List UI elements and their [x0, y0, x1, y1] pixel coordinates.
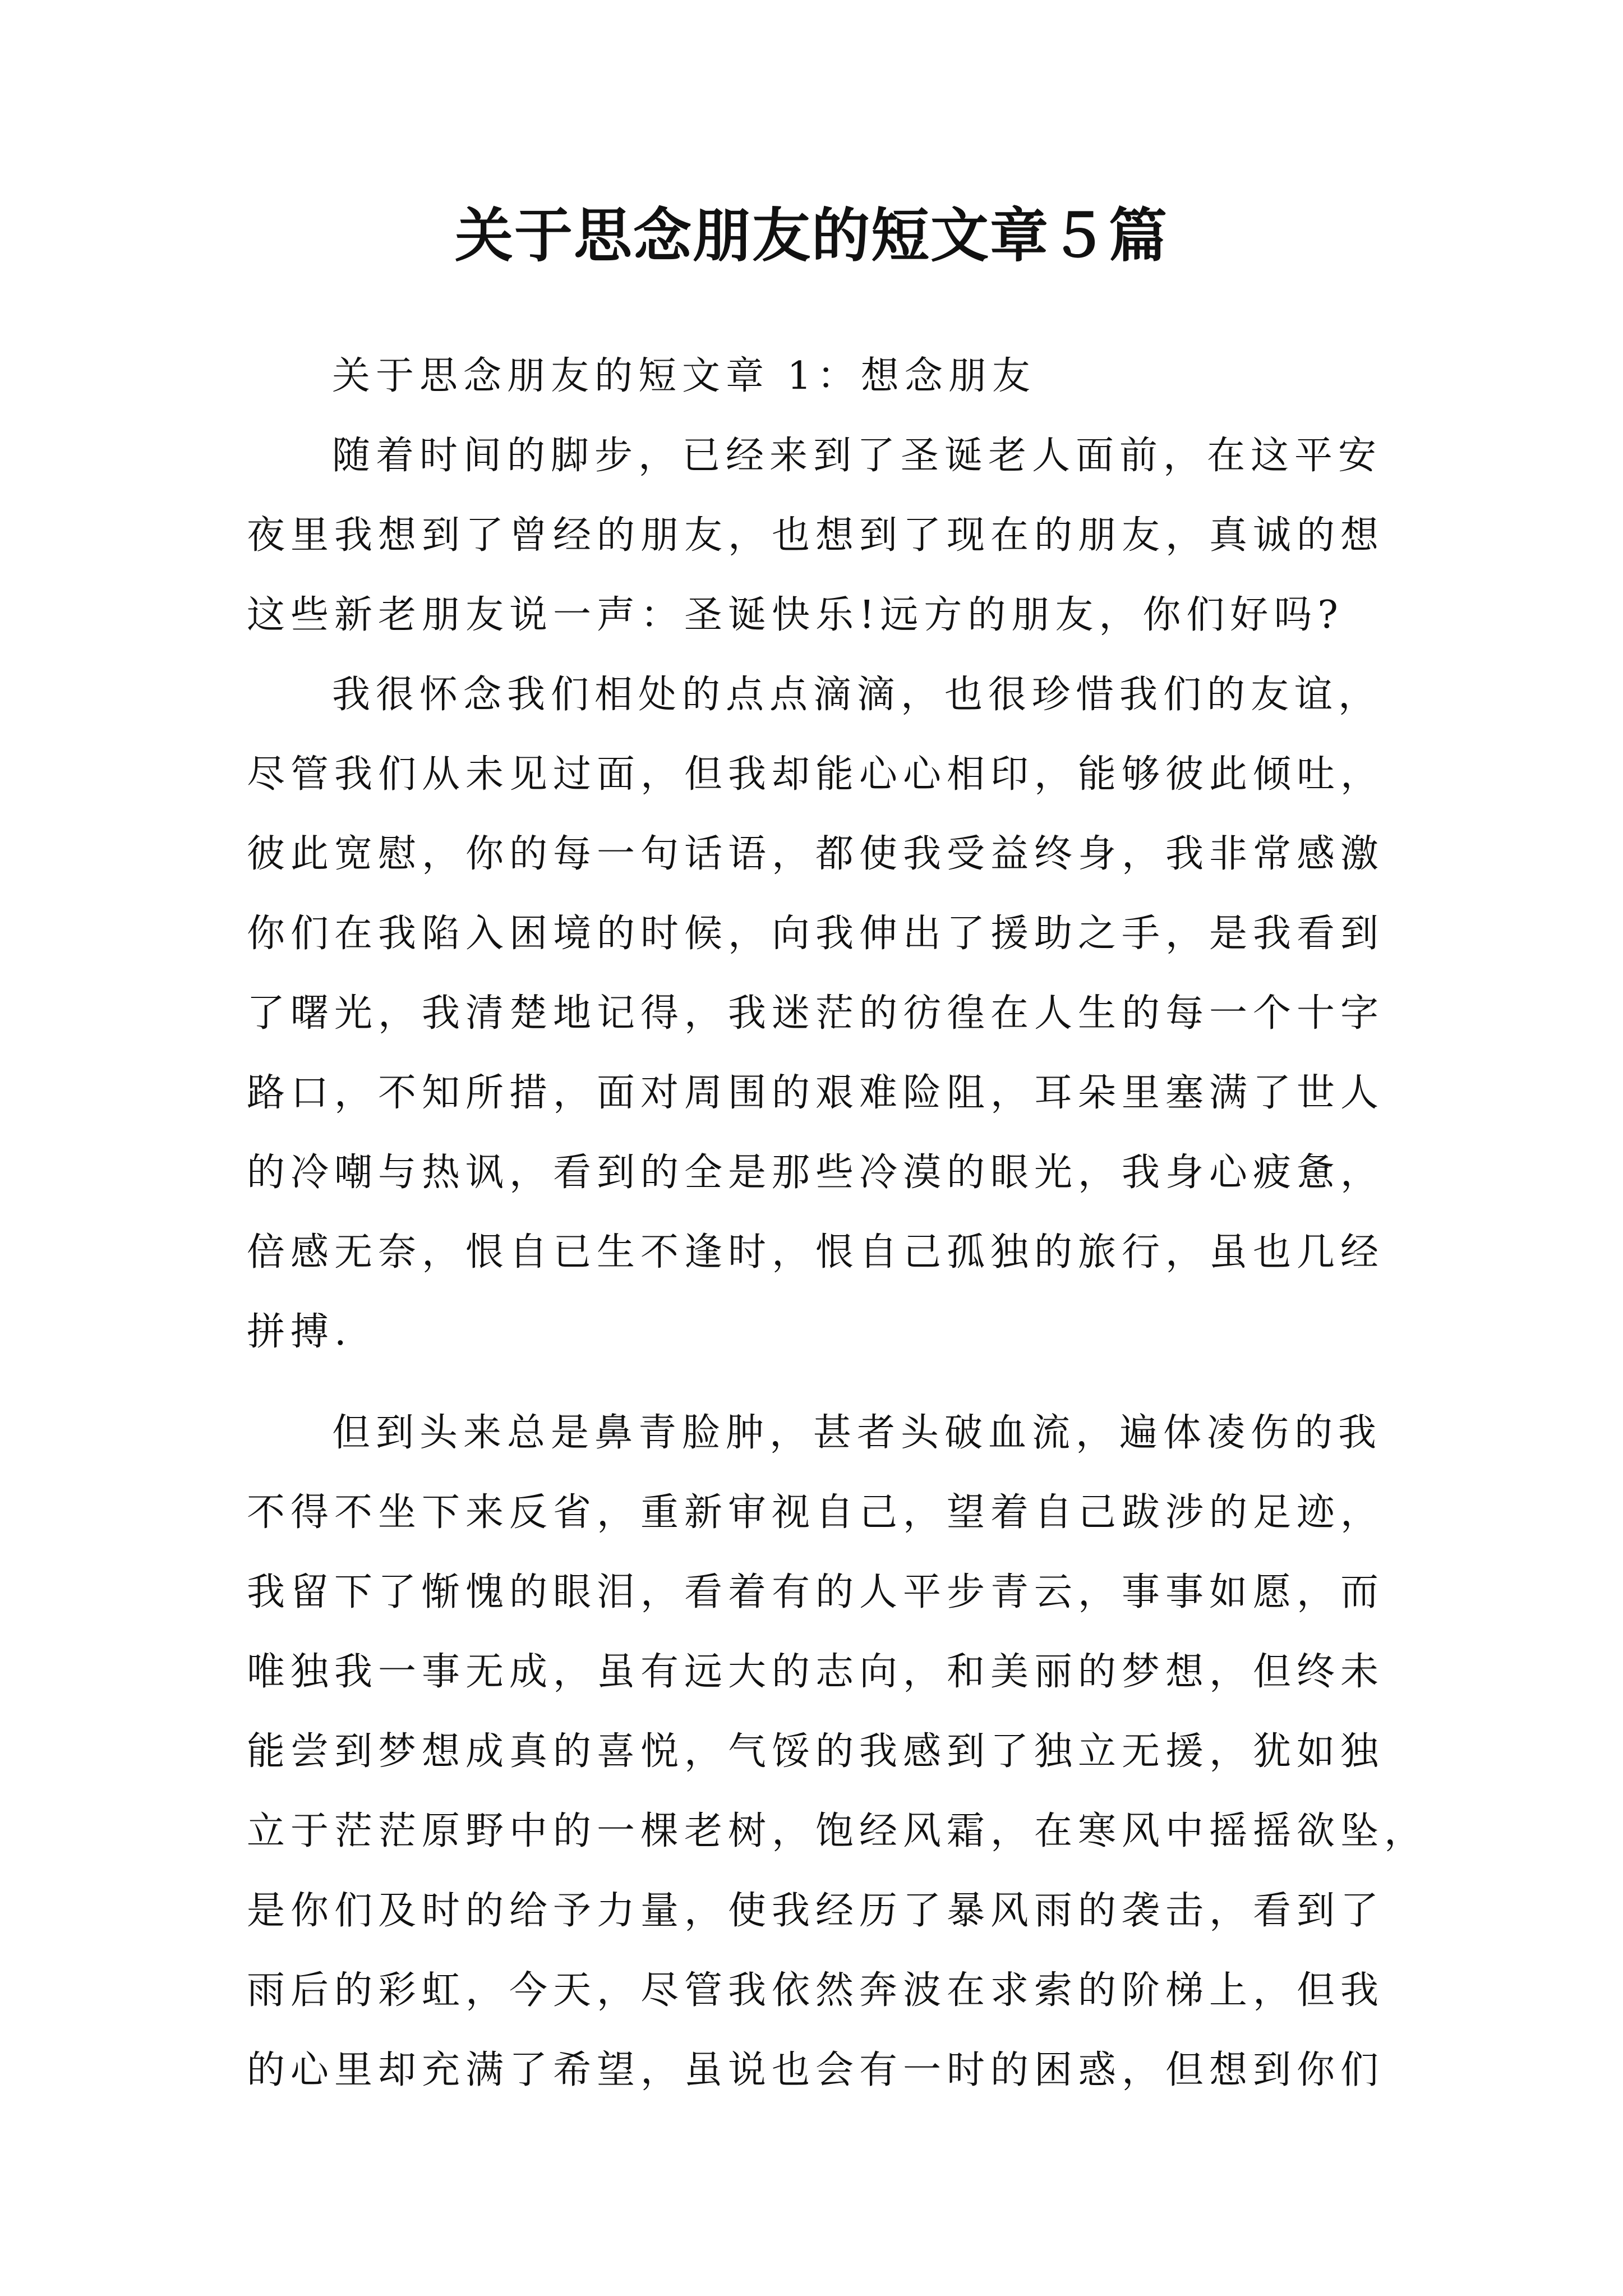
paragraph-2-line: 尽管我们从未见过面，但我却能心心相印，能够彼此倾吐， [247, 752, 1385, 797]
paragraph-3-line: 的心里却充满了希望，虽说也会有一时的困惑，但想到你们 [247, 2048, 1385, 2092]
paragraph-3-line: 能尝到梦想成真的喜悦，气馁的我感到了独立无援，犹如独 [247, 1729, 1385, 1774]
paragraph-3-line: 雨后的彩虹，今天，尽管我依然奔波在求索的阶梯上，但我 [247, 1968, 1385, 2013]
paragraph-3-line: 我留下了惭愧的眼泪，看着有的人平步青云，事事如愿，而 [247, 1570, 1385, 1614]
document-body [247, 337, 1428, 2110]
paragraph-3-line: 唯独我一事无成，虽有远大的志向，和美丽的梦想，但终未 [247, 1650, 1385, 1694]
paragraph-2-line: 路口，不知所措，面对周围的艰难险阻，耳朵里塞满了世人 [247, 1071, 1385, 1115]
paragraph-1-line: 夜里我想到了曾经的朋友，也想到了现在的朋友，真诚的想 [247, 513, 1385, 558]
paragraph-2-line: 彼此宽慰，你的每一句话语，都使我受益终身，我非常感激 [247, 832, 1385, 876]
paragraph-3-line: 不得不坐下来反省，重新审视自己，望着自己跋涉的足迹， [247, 1490, 1385, 1535]
paragraph-2-line: 我很怀念我们相处的点点滴滴，也很珍惜我们的友谊， [332, 673, 1382, 717]
paragraph-3-line: 立于茫茫原野中的一棵老树，饱经风霜，在寒风中摇摇欲坠， [247, 1809, 1428, 1853]
document-title: 关于思念朋友的短文章５篇 [454, 201, 1168, 270]
paragraph-1-line: 这些新老朋友说一声：圣诞快乐!远方的朋友，你们好吗? [247, 593, 1344, 637]
paragraph-2-line: 拼搏. [247, 1310, 352, 1354]
paragraph-2-line: 倍感无奈，恨自已生不逢时，恨自己孤独的旅行，虽也几经 [247, 1230, 1385, 1274]
paragraph-2-line: 的冷嘲与热讽，看到的全是那些冷漠的眼光，我身心疲惫， [247, 1151, 1385, 1195]
paragraph-1-line: 随着时间的脚步，已经来到了圣诞老人面前，在这平安 [332, 434, 1382, 478]
paragraph-3-line: 是你们及时的给予力量，使我经历了暴风雨的袭击，看到了 [247, 1889, 1385, 1933]
paragraph-3-line: 但到头来总是鼻青脸肿，甚者头破血流，遍体凌伤的我 [332, 1411, 1382, 1455]
paragraph-2-line: 你们在我陷入困境的时候，向我伸出了援助之手，是我看到 [247, 912, 1385, 956]
section-heading: 关于思念朋友的短文章 1：想念朋友 [332, 354, 1036, 398]
paragraph-2-line: 了曙光，我清楚地记得，我迷茫的彷徨在人生的每一个十字 [247, 991, 1385, 1036]
